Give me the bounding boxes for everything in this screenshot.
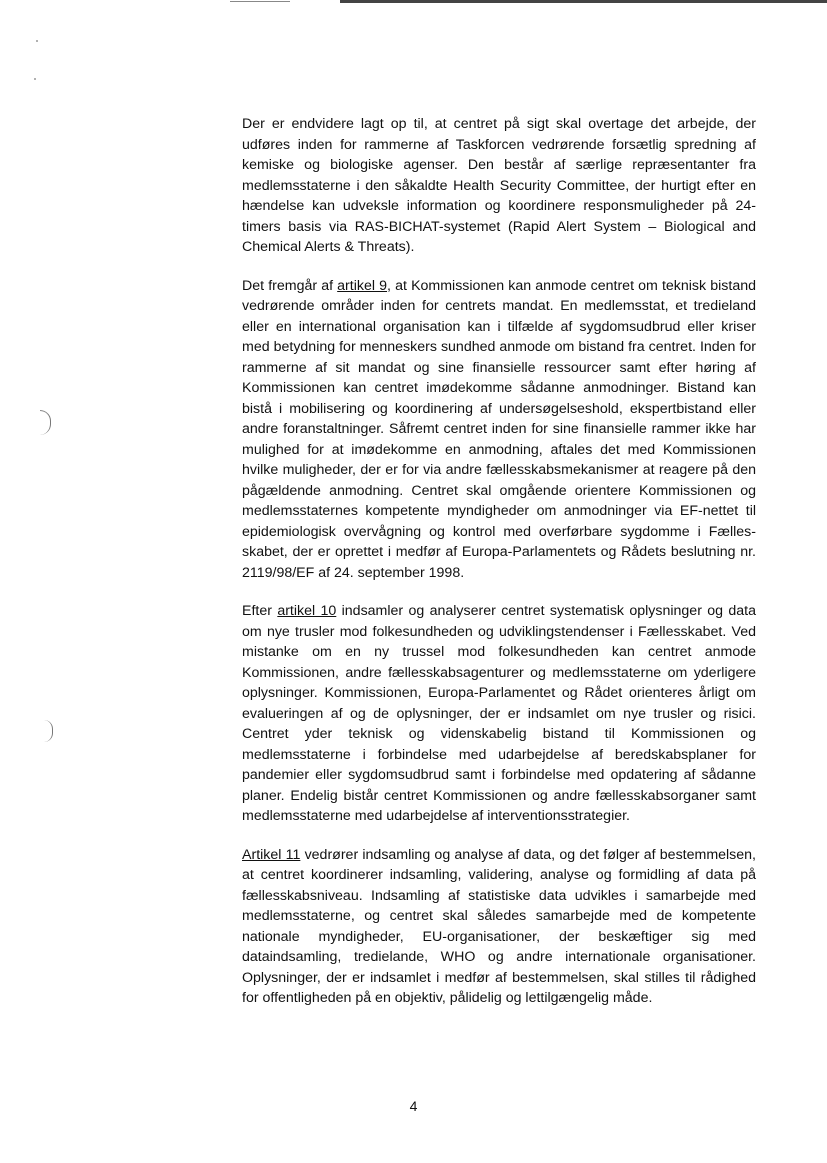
document-body [242,114,756,1027]
paragraph-text-lead: Efter [242,603,278,619]
scan-speck [34,78,36,80]
scan-edge-line [230,1,290,2]
artikel-9-link[interactable]: artikel 9 [337,277,388,294]
paragraph-artikel-10 [242,601,756,827]
paragraph-text: indsamler og analyserer centret systematisk oplysninger og data om nye trusler mod folkesundheden og udviklingstendenser i Fællesskabet. Ved mistanke om en ny trussel mod folkesundheden kan centret anmode Kommissionen, andre fællesskabsagenturer og medlemsstaterne om yderligere oplysninger. Kommissionen, Europa-Parlamentet og Rådet orienteres årligt om evalueringen af og de oplysninger, der er indsamlet om nye trusler og risici. Centret yder teknisk og videnskabelig bistand til Kommissionen og medlemsstaterne i forbindelse med udarbejdelse af beredskabsplaner for pandemier eller sygdomsudbrud samt i forbindelse med opdatering af sådanne planer. Endelig bistår centret Kommissionen og andre fællesskabsorganer samt medlemsstaterne med udarbejdelse af interventionsstrategier. [242,603,756,824]
paragraph-text: , at Kommissionen kan anmode centret om teknisk bistand vedrørende områder inden for centrets mandat. En medlemsstat, et tredieland eller en international organisation kan i tilfælde af sygdomsudbrud eller kriser med betydning for menneskers sundhed anmode om bistand fra centret. Inden for rammerne af sit mandat og sine finansielle ressourcer samt efter høring af Kommissionen kan centret imødekomme sådanne anmodninger. Bistand kan bistå i mobilisering og koordinering af undersøgelseshold, ekspertbistand eller andre foranstaltninger. Såfremt centret inden for sine finansielle rammer ikke har mulighed for at imødekomme en anmodning, aftales det med Kommissionen hvilke muligheder, der er for via andre fællesskabsmekanismer at reagere på den pågældende anmodning. Centret skal omgående orientere Kommissionen og medlemsstaternes kompetente myndigheder om anmodninger via EF-nettet til epidemiologisk overvågning og kontrol med overførbare sygdomme i Fællesskabet, der er oprettet i medfør af Europa-Parlamentets og Rådets beslutning nr. 2119/98/EF af 24. september 1998. [242,277,756,581]
artikel-11-link[interactable]: Artikel 11 [242,846,301,863]
punch-hole-mark [44,720,53,742]
paragraph-text-lead: Det fremgår af [242,277,338,294]
paragraph-taskforce [242,114,756,258]
paragraph-text: vedrører indsamling og analyse af data, og det følger af bestemmelsen, at centret koordinerer indsamling, validering, analyse og formidling af data på fællesskabsniveau. Indsamling af statistiske data udvikles i samarbejde med medlemsstaterne, og centret skal således samarbejde med de kompetente nationale myndigheder, EU-organisationer, der beskæftiger sig med dataindsamling, tredielande, WHO og andre internationale organisationer. Oplysninger, der er indsamlet i medfør af bestemmelsen, skal stilles til rådighed for offentligheden på en objektiv, pålidelig og lettilgængelig måde. [242,846,756,1006]
artikel-10-link[interactable]: artikel 10 [277,603,337,619]
page-number: 4 [409,1098,418,1114]
paragraph-text: Der er endvidere lagt op til, at centret på sigt skal overtage det arbejde, der udføres inden for rammerne af Taskforcen vedrørende forsætlig spredning af kemiske og biologiske agenser. Den består af særlige repræsentanter fra medlemsstaterne i den såkaldte Health Security Committee, der hurtigt efter en hændelse kan udveksle information og koordinere responsmuligheder på 24-timers basis via RAS-BICHAT-systemet (Rapid Alert System – Biological and Chemical Alerts & Threats). [242,116,756,255]
scan-edge-line [340,0,827,3]
scan-speck [36,40,38,42]
paragraph-artikel-11 [242,845,756,1009]
paragraph-artikel-9 [242,276,756,584]
punch-hole-mark [40,410,51,435]
